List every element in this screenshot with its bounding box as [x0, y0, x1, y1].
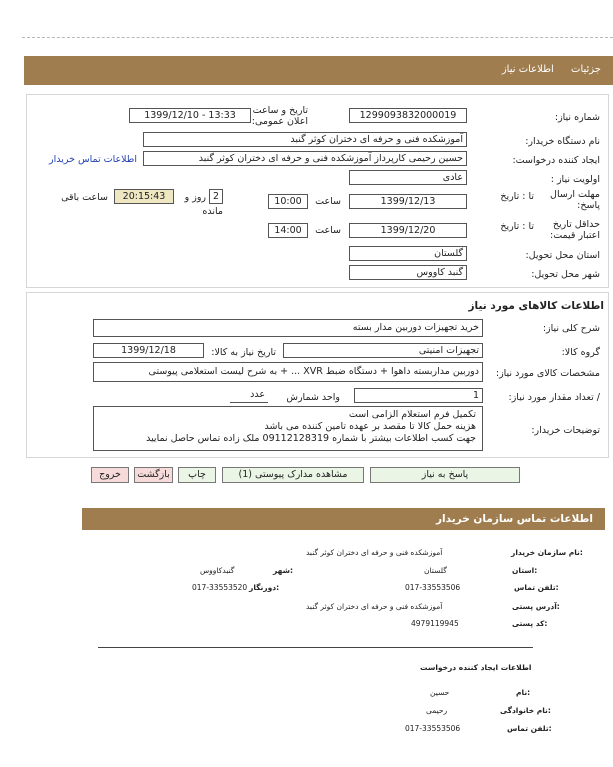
deadline-date-field: 1399/12/13 [349, 194, 467, 209]
creator-first-name-label: نام: [516, 688, 531, 697]
contact-city: گنبدکاووس [200, 566, 235, 575]
contact-postal: 4979119945 [411, 619, 459, 628]
validity-time-label: ساعت [315, 225, 341, 236]
contact-title-bar: اطلاعات تماس سازمان خریدار [82, 508, 605, 530]
deadline-label: مهلت ارسال پاسخ: [550, 189, 600, 211]
announce-label: تاریخ و ساعت اعلان عمومی: [251, 105, 308, 127]
back-button[interactable]: بازگشت [134, 467, 173, 483]
notes-label: توضیحات خریدار: [531, 425, 600, 436]
note-line: تکمیل فرم استعلام الزامی است [348, 409, 476, 420]
contact-fax: 017-33553520 [192, 583, 248, 592]
remaining-label: ساعت باقی [61, 192, 108, 203]
countdown-timer: 20:15:43 [114, 189, 174, 204]
contact-postal-label: کد پستی: [512, 619, 548, 628]
qty-label: / تعداد مقدار مورد نیاز: [508, 392, 600, 403]
exit-button[interactable]: خروج [91, 467, 129, 483]
contact-city-label: شهر: [273, 566, 293, 575]
validity-label: حداقل تاریخ اعتبار قیمت: [550, 219, 600, 241]
validity-to-date-label: تا : تاریخ [500, 221, 534, 232]
note-line: هزینه حمل کالا تا مقصد بر عهده تامین کننده می باشد [264, 421, 476, 432]
top-divider [22, 37, 613, 38]
creator-last-name: رحیمی [426, 706, 448, 715]
need-number-label: شماره نیاز: [554, 112, 600, 123]
note-line: جهت کسب اطلاعات بیشتر با شماره 09112128319 ملک زاده تماس حاصل نمایید [146, 433, 476, 444]
goods-title: اطلاعات کالاهای مورد نیاز [468, 300, 604, 312]
buyer-contact-link[interactable]: اطلاعات تماس خریدار [48, 154, 137, 165]
goods-spec-field: دوربین مداربسته داهوا + دستگاه ضبط XVR ... + به شرح لیست استعلامی پیوستی [93, 362, 483, 382]
buyer-org-label: نام دستگاه خریدار: [525, 136, 600, 147]
priority-field: عادی [349, 170, 467, 185]
province-label: استان محل تحویل: [525, 250, 600, 261]
buyer-org-field: آموزشکده فنی و حرفه ای دختران کوثر گنبد [143, 132, 467, 147]
contact-org-label: نام سازمان خریدار: [511, 548, 583, 557]
contact-phone-label: تلفن تماس: [514, 583, 559, 592]
respond-button[interactable]: پاسخ به نیاز [370, 467, 520, 483]
contact-phone: 017-33553506 [405, 583, 461, 592]
goods-panel [26, 292, 609, 458]
city-label: شهر محل تحویل: [531, 269, 600, 280]
creator-info-title: اطلاعات ایجاد کننده درخواست [420, 663, 532, 672]
days-label: روز و [184, 192, 206, 203]
goods-desc-field: خرید تجهیزات دوربین مدار بسته [93, 319, 483, 337]
tab-bar [24, 56, 613, 85]
need-date-label: تاریخ نیاز به کالا: [211, 347, 276, 358]
priority-label: اولویت نیاز : [550, 174, 600, 185]
city-field: گنبد کاووس [349, 265, 467, 280]
province-field: گلستان [349, 246, 467, 261]
goods-group-label: گروه کالا: [561, 347, 600, 358]
contact-province: گلستان [424, 566, 447, 575]
need-info-panel [26, 94, 609, 288]
unit-field: عدد [230, 388, 268, 403]
creator-field: حسین رحیمی کارپرداز آموزشکده فنی و حرفه ای دختران کوثر گنبد [143, 151, 467, 166]
remaining-suffix: مانده [202, 206, 223, 217]
contact-divider [98, 647, 533, 648]
tab-need-info[interactable]: اطلاعات نیاز [501, 64, 554, 75]
goods-spec-label: مشخصات کالای مورد نیاز: [495, 368, 600, 379]
creator-phone: 017-33553506 [405, 724, 461, 733]
goods-desc-label: شرح کلی نیاز: [542, 323, 600, 334]
contact-org: آموزشکده فنی و حرفه ای دختران کوثر گنبد [306, 548, 443, 557]
print-button[interactable]: چاپ [178, 467, 216, 483]
qty-field: 1 [354, 388, 483, 403]
contact-address: آموزشکده فنی و حرفه ای دختران کوثر گنبد [306, 602, 443, 611]
deadline-to-date-label: تا : تاریخ [500, 191, 534, 202]
creator-last-name-label: نام خانوادگی: [500, 706, 551, 715]
tab-details[interactable]: جزئیات [571, 64, 601, 75]
need-date-field: 1399/12/18 [93, 343, 204, 358]
creator-phone-label: تلفن تماس: [507, 724, 552, 733]
view-attachments-button[interactable]: مشاهده مدارک پیوستی (1) [222, 467, 364, 483]
buyer-notes [93, 406, 483, 451]
announce-datetime-field: 1399/12/10 - 13:33 [129, 108, 251, 123]
contact-fax-label: دورنگار: [249, 583, 280, 592]
creator-first-name: حسین [430, 688, 450, 697]
contact-province-label: استان: [512, 566, 538, 575]
days-remaining-field: 2 [209, 189, 223, 204]
deadline-time-label: ساعت [315, 196, 341, 207]
validity-time-field: 14:00 [268, 223, 308, 238]
need-number-field: 1299093832000019 [349, 108, 467, 123]
goods-group-field: تجهیزات امنیتی [283, 343, 483, 358]
unit-label: واحد شمارش [286, 392, 340, 403]
deadline-time-field: 10:00 [268, 194, 308, 209]
validity-date-field: 1399/12/20 [349, 223, 467, 238]
creator-label: ایجاد کننده درخواست: [512, 155, 600, 166]
contact-address-label: آدرس پستی: [512, 602, 560, 611]
